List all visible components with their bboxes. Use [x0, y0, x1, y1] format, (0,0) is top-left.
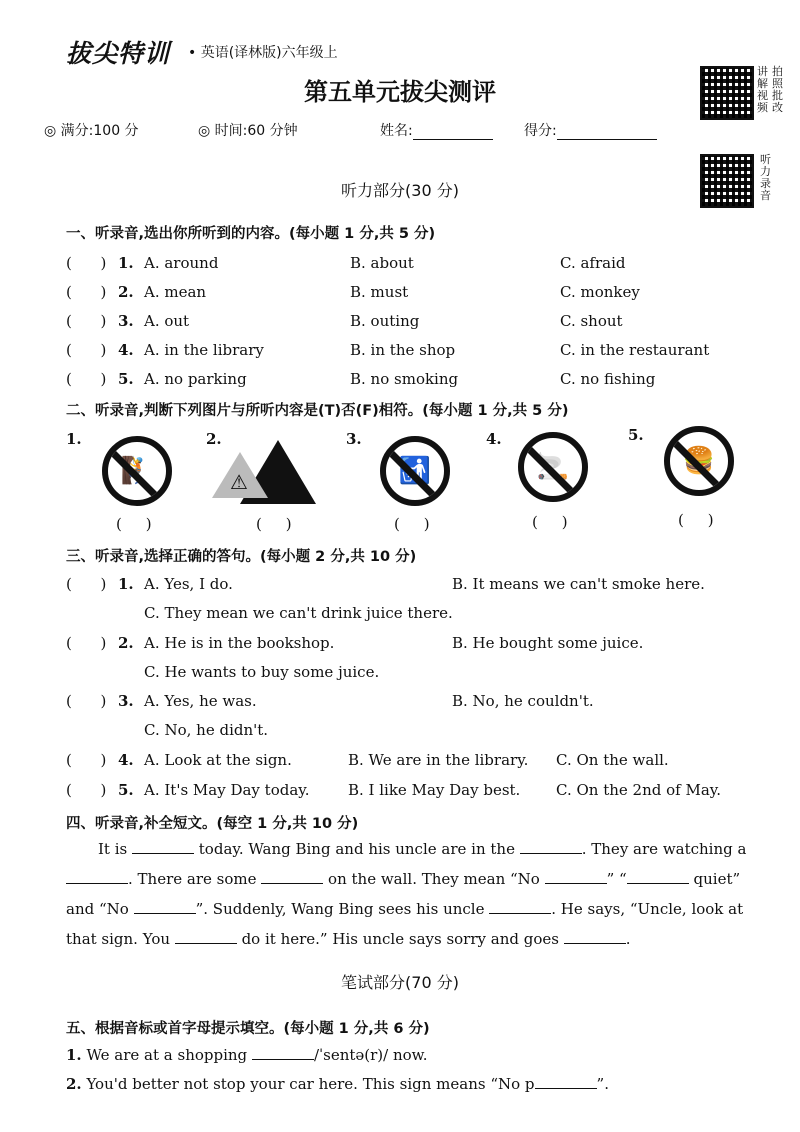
- option-b: B. I like May Day best.: [348, 781, 521, 799]
- option-b: B. He bought some juice.: [452, 634, 644, 652]
- qr-correct-label: 拍照批改: [772, 65, 783, 114]
- option-b: B. must: [350, 283, 409, 301]
- option-c: C. On the 2nd of May.: [556, 781, 722, 799]
- picture-number: 2.: [206, 430, 222, 448]
- picture-number: 3.: [346, 430, 362, 448]
- option-a: A. Yes, I do.: [144, 575, 233, 593]
- cloze-blank[interactable]: [66, 871, 128, 884]
- answer-paren[interactable]: ( ): [66, 751, 107, 769]
- answer-paren[interactable]: ( ): [256, 515, 292, 533]
- cloze-blank[interactable]: [520, 841, 582, 854]
- time-limit: ◎ 时间:60 分钟: [198, 123, 298, 139]
- item-number: 3.: [118, 312, 134, 330]
- item-number: 5.: [118, 370, 134, 388]
- item-number: 5.: [118, 781, 134, 799]
- question-text: We are at a shopping: [86, 1046, 248, 1064]
- option-a: A. It's May Day today.: [144, 781, 310, 799]
- option-c: C. No, he didn't.: [144, 721, 269, 739]
- fill-blank[interactable]: [535, 1076, 597, 1089]
- book-subtitle: • 英语(译林版)六年级上: [188, 45, 338, 61]
- name-label: 姓名:: [380, 123, 413, 139]
- option-a: A. Look at the sign.: [144, 751, 292, 769]
- cloze-text: . They are watching a: [581, 840, 747, 858]
- option-a: A. mean: [144, 283, 207, 301]
- cloze-text: .: [625, 930, 631, 948]
- answer-paren[interactable]: ( ): [394, 515, 430, 533]
- option-c: C. They mean we can't drink juice there.: [144, 604, 453, 622]
- name-field[interactable]: [380, 120, 493, 140]
- cloze-line-3: [66, 894, 776, 924]
- qr-video-label: 讲解视频: [757, 65, 768, 114]
- cloze-text: today. Wang Bing and his uncle are in the: [198, 840, 515, 858]
- option-a: A. in the library: [144, 341, 264, 359]
- item-number: 2.: [66, 1075, 82, 1093]
- part2-heading: 二、听录音,判断下列图片与所听内容是(T)否(F)相符。(每小题 1 分,共 5 分): [66, 403, 569, 419]
- option-a: A. around: [144, 254, 219, 272]
- answer-paren[interactable]: ( ): [66, 634, 107, 652]
- cloze-text: that sign. You: [66, 930, 171, 948]
- cloze-text: on the wall. They mean “No: [328, 870, 540, 888]
- phonetic-hint: /ˈsentə(r)/ now.: [313, 1046, 428, 1064]
- option-c: C. shout: [560, 312, 623, 330]
- part3-q3: [66, 692, 776, 752]
- part1-heading: 一、听录音,选出你所听到的内容。(每小题 1 分,共 5 分): [66, 226, 436, 242]
- wet-floor-icon: ⚠: [240, 440, 316, 504]
- option-a: A. Yes, he was.: [144, 692, 257, 710]
- cloze-text: do it here.” His uncle says sorry and goes: [241, 930, 559, 948]
- writing-section-title: 笔试部分(70 分): [341, 973, 459, 992]
- cloze-blank[interactable]: [627, 871, 689, 884]
- picture-number: 5.: [628, 426, 644, 444]
- item-number: 4.: [118, 751, 134, 769]
- answer-paren[interactable]: ( ): [532, 513, 568, 531]
- listening-section-title: 听力部分(30 分): [341, 181, 459, 200]
- question-end: ”.: [596, 1075, 609, 1093]
- item-number: 1.: [118, 254, 134, 272]
- option-c: C. afraid: [560, 254, 626, 272]
- cloze-text: It is: [98, 840, 128, 858]
- qr-code-video[interactable]: [700, 66, 754, 120]
- answer-paren[interactable]: ( ): [66, 283, 107, 301]
- option-b: B. It means we can't smoke here.: [452, 575, 705, 593]
- answer-paren[interactable]: ( ): [66, 312, 107, 330]
- cloze-text: and “No: [66, 900, 129, 918]
- cloze-blank[interactable]: [489, 901, 551, 914]
- item-number: 1.: [66, 1046, 82, 1064]
- option-b: B. about: [350, 254, 414, 272]
- part4-heading: 四、听录音,补全短文。(每空 1 分,共 10 分): [66, 816, 359, 832]
- item-number: 1.: [118, 575, 134, 593]
- score-label: 得分:: [524, 123, 557, 139]
- option-c: C. On the wall.: [556, 751, 669, 769]
- part3-q1: [66, 575, 776, 635]
- option-b: B. outing: [350, 312, 420, 330]
- part5-q2: [66, 1075, 609, 1093]
- brand-logo: 拔尖特训: [66, 39, 171, 68]
- score-field[interactable]: [524, 120, 657, 140]
- cloze-blank[interactable]: [564, 931, 626, 944]
- option-b: B. in the shop: [350, 341, 456, 359]
- cloze-passage: [66, 834, 776, 954]
- cloze-text: ” “: [606, 870, 627, 888]
- cloze-blank[interactable]: [132, 841, 194, 854]
- answer-paren[interactable]: ( ): [66, 341, 107, 359]
- cloze-blank[interactable]: [134, 901, 196, 914]
- answer-paren[interactable]: ( ): [66, 254, 107, 272]
- answer-paren[interactable]: ( ): [66, 575, 107, 593]
- item-number: 2.: [118, 283, 134, 301]
- no-littering-icon: 🚮: [380, 436, 450, 506]
- cloze-text: . There are some: [128, 870, 257, 888]
- cloze-text: ”. Suddenly, Wang Bing sees his uncle: [195, 900, 485, 918]
- cloze-line-4: [66, 924, 776, 954]
- cloze-line-1: [66, 834, 776, 864]
- item-number: 3.: [118, 692, 134, 710]
- answer-paren[interactable]: ( ): [66, 370, 107, 388]
- question-text: You'd better not stop your car here. This sign means “No p: [86, 1075, 535, 1093]
- option-a: A. He is in the bookshop.: [144, 634, 335, 652]
- item-number: 2.: [118, 634, 134, 652]
- answer-paren[interactable]: ( ): [678, 511, 714, 529]
- item-number: 4.: [118, 341, 134, 359]
- cloze-line-2: [66, 864, 776, 894]
- option-c: C. in the restaurant: [560, 341, 710, 359]
- answer-paren[interactable]: ( ): [66, 781, 107, 799]
- option-b: B. no smoking: [350, 370, 459, 388]
- cloze-blank[interactable]: [261, 871, 323, 884]
- option-b: B. No, he couldn't.: [452, 692, 594, 710]
- no-smoking-icon: 🚬: [518, 432, 588, 502]
- option-a: A. out: [144, 312, 190, 330]
- picture-number: 4.: [486, 430, 502, 448]
- fill-blank[interactable]: [252, 1047, 314, 1060]
- option-b: B. We are in the library.: [348, 751, 529, 769]
- cloze-blank[interactable]: [545, 871, 607, 884]
- full-score: ◎ 满分:100 分: [44, 123, 139, 139]
- cloze-text: quiet”: [693, 870, 741, 888]
- no-food-icon: 🍔: [664, 426, 734, 496]
- option-c: C. monkey: [560, 283, 640, 301]
- option-c: C. no fishing: [560, 370, 656, 388]
- option-c: C. He wants to buy some juice.: [144, 663, 380, 681]
- cloze-blank[interactable]: [175, 931, 237, 944]
- qr-audio-label: 听力录音: [760, 153, 771, 202]
- no-climbing-icon: 🧗: [102, 436, 172, 506]
- part5-q1: [66, 1046, 427, 1064]
- page-title: 第五单元拔尖测评: [304, 78, 496, 106]
- part5-heading: 五、根据音标或首字母提示填空。(每小题 1 分,共 6 分): [66, 1021, 430, 1037]
- option-a: A. no parking: [144, 370, 247, 388]
- answer-paren[interactable]: ( ): [66, 692, 107, 710]
- subtitle-text: 英语(译林版)六年级上: [200, 45, 338, 61]
- part3-q2: [66, 634, 776, 694]
- cloze-text: . He says, “Uncle, look at: [551, 900, 744, 918]
- part3-heading: 三、听录音,选择正确的答句。(每小题 2 分,共 10 分): [66, 549, 417, 565]
- answer-paren[interactable]: ( ): [116, 515, 152, 533]
- picture-number: 1.: [66, 430, 82, 448]
